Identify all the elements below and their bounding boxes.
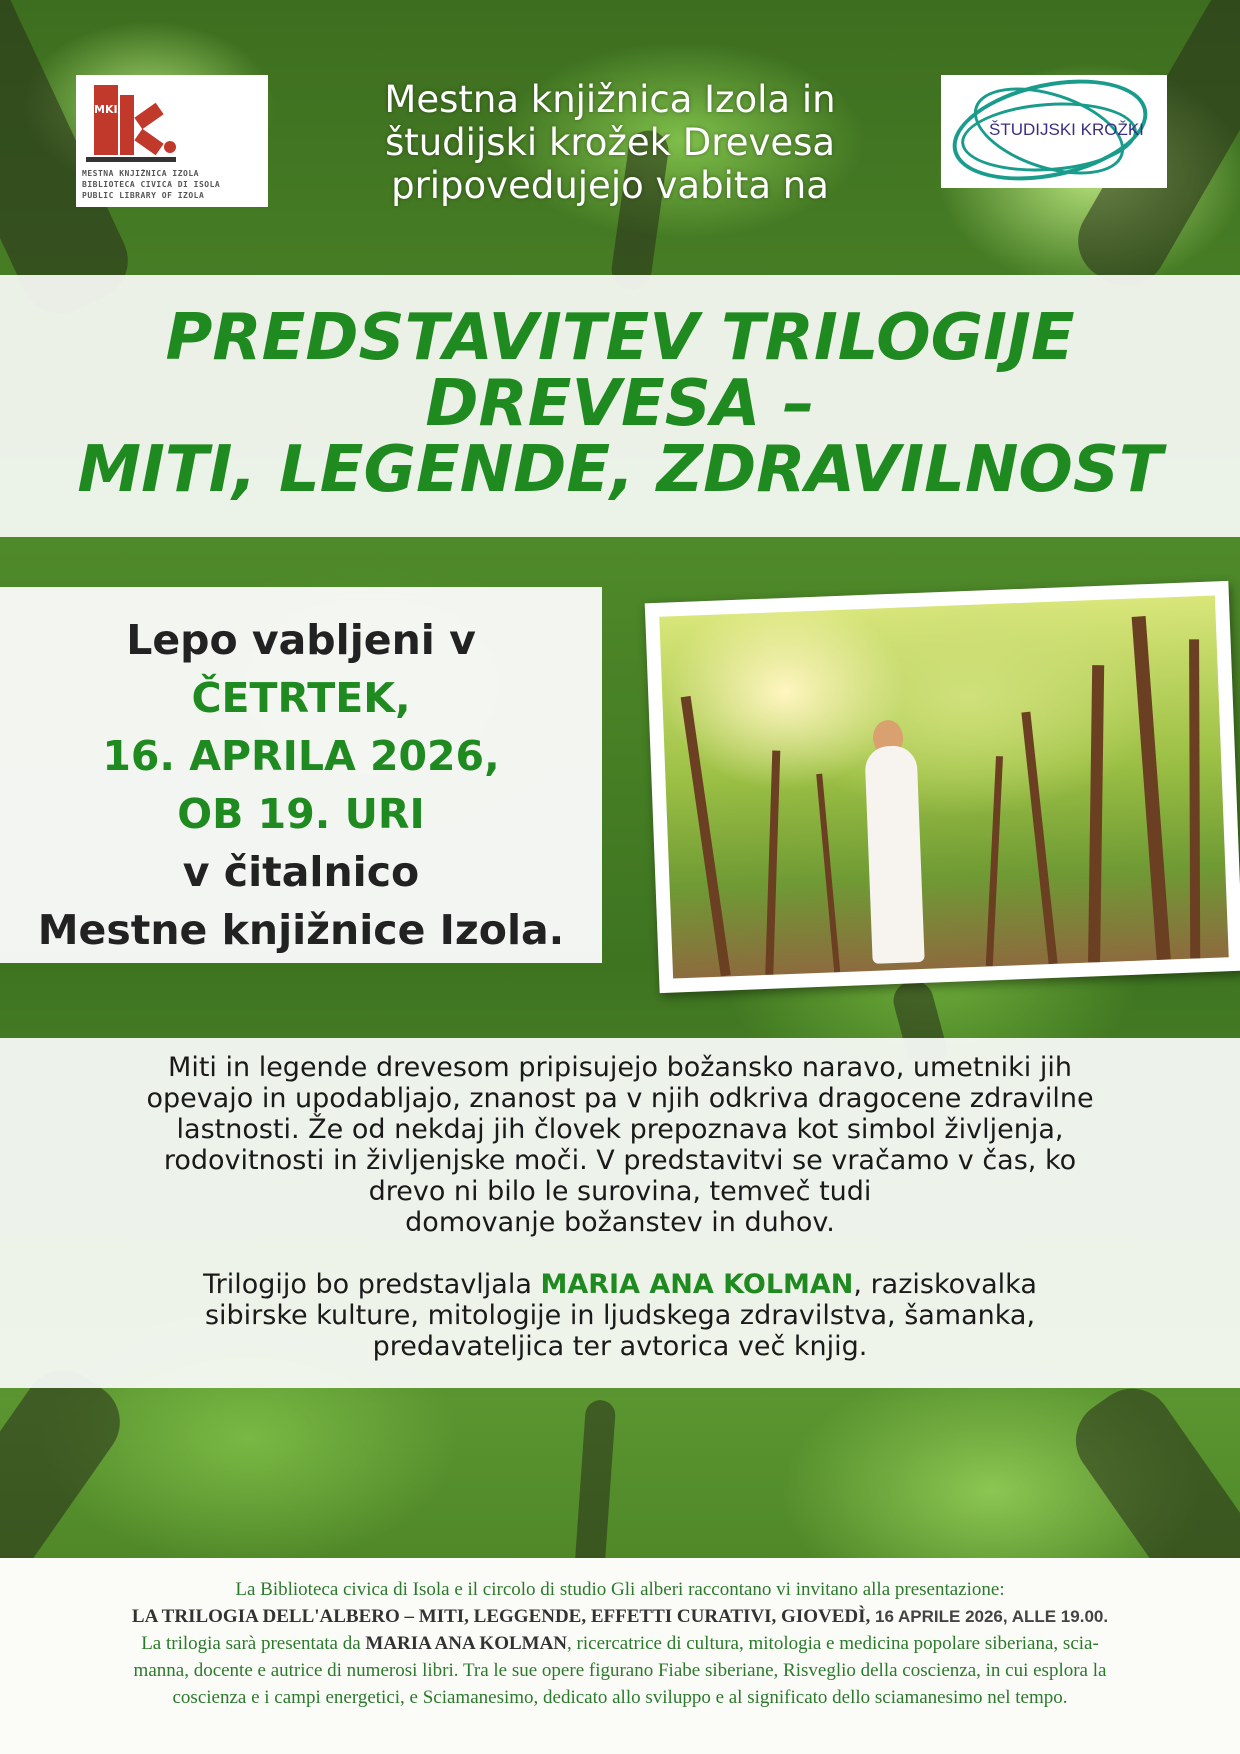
presenter-name: MARIA ANA KOLMAN: [540, 1269, 854, 1300]
header-line: Mestna knjižnica Izola in: [384, 78, 836, 121]
study-circles-label: ŠTUDIJSKI KROŽKI: [989, 120, 1144, 139]
description-line: rodovitnosti in življenjske moči. V predstavitvi se vračamo v čas, ko: [163, 1145, 1077, 1176]
photo-tree: [1021, 711, 1057, 964]
library-logo-mark: [86, 85, 178, 165]
study-circles-logo: [941, 75, 1167, 188]
logo-bar: [120, 95, 134, 155]
header-invitation: [300, 78, 920, 207]
photo-person: [865, 745, 925, 964]
library-logo-text: BIBLIOTECA CIVICA DI ISOLA: [82, 180, 221, 189]
photo-tree: [1189, 640, 1200, 959]
invite-intro: Lepo vabljeni v: [126, 616, 476, 664]
description-line: opevajo in upodabljajo, znanost pa v njih odkriva dragocene zdravilne: [146, 1083, 1094, 1114]
photo-tree: [816, 774, 840, 973]
invitation-box: [0, 587, 602, 963]
logo-bar: [134, 103, 163, 129]
event-title: [0, 301, 1240, 507]
header-line: študijski krožek Drevesa: [384, 121, 836, 164]
footer-title: LA TRILOGIA DELL'ALBERO – MITI, LEGGENDE, EFFETTI CURATIVI, GIOVEDÌ,: [131, 1606, 871, 1627]
event-place-line-1: v čitalnico: [182, 848, 420, 896]
presenter-line: predavateljica ter avtorica več knjig.: [372, 1331, 868, 1362]
title-line: DREVESA –: [425, 367, 815, 441]
event-description: [60, 1052, 1180, 1362]
footer-presenter-name: MARIA ANA KOLMAN: [365, 1633, 568, 1654]
footer-line: coscienza e i campi energetici, e Sciamanesimo, dedicato allo sviluppo e al significato dello sciamanesimo nel tempo.: [172, 1687, 1068, 1708]
description-line: domovanje božanstev in duhov.: [405, 1207, 835, 1238]
logo-bar: [164, 141, 176, 153]
library-logo-text: MESTNA KNJIŽNICA IZOLA: [82, 169, 199, 178]
footer-line: manna, docente e autrice di numerosi libri. Tra le sue opere figurano Fiabe siberiane, Risveglio della coscienza, in cui esplora la: [133, 1660, 1107, 1681]
description-line: lastnosti. Že od nekdaj jih človek prepoznava kot simbol življenja,: [176, 1114, 1064, 1145]
title-line: PREDSTAVITEV TRILOGIJE: [165, 301, 1075, 375]
photo-tree: [765, 750, 780, 975]
presenter-line: [60, 1269, 1180, 1300]
logo-bar: [134, 129, 163, 155]
footer-line: [0, 1603, 1240, 1630]
forest-photo: [645, 581, 1240, 993]
description-line: Miti in legende drevesom pripisujejo božansko naravo, umetniki jih: [168, 1052, 1072, 1083]
tree-trunk: [574, 1399, 616, 1581]
header-line: pripovedujejo vabita na: [391, 164, 829, 207]
title-line: MITI, LEGENDE, ZDRAVILNOST: [77, 433, 1163, 507]
photo-tree: [1132, 616, 1171, 960]
library-logo-text: PUBLIC LIBRARY OF IZOLA: [82, 191, 205, 200]
presenter-intro: Trilogijo bo predstavljala: [203, 1269, 541, 1300]
logo-bar: [86, 157, 176, 162]
photo-tree: [986, 756, 1003, 966]
event-time: OB 19. URI: [177, 790, 425, 838]
library-logo: [76, 75, 268, 207]
presenter-role: , raziskovalka: [853, 1269, 1037, 1300]
event-day: ČETRTEK,: [191, 674, 411, 722]
photo-tree: [1088, 665, 1104, 962]
photo-tree: [681, 696, 731, 977]
event-place-line-2: Mestne knjižnice Izola.: [37, 906, 565, 954]
footer-presenter-role: , ricercatrice di cultura, mitologia e medicina popolare siberiana, scia-: [567, 1633, 1099, 1654]
footer-presenter-intro: La trilogia sarà presentata da: [141, 1633, 366, 1654]
footer-line: La Biblioteca civica di Isola e il circolo di studio Gli alberi raccontano vi invitano alla presentazione:: [235, 1579, 1005, 1600]
footer-line: [0, 1630, 1240, 1657]
italian-footer: [0, 1576, 1240, 1711]
logo-bar: [94, 85, 118, 155]
forest-photo-image: [659, 595, 1228, 978]
description-line: drevo ni bilo le surovina, temveč tudi: [368, 1176, 872, 1207]
event-date: 16. APRILA 2026,: [102, 732, 500, 780]
footer-date: 16 APRILE 2026, ALLE 19.00.: [870, 1607, 1109, 1626]
presenter-line: sibirske kulture, mitologije in ljudskega zdravilstva, šamanka,: [204, 1300, 1036, 1331]
library-logo-letters: MKI: [94, 103, 118, 116]
